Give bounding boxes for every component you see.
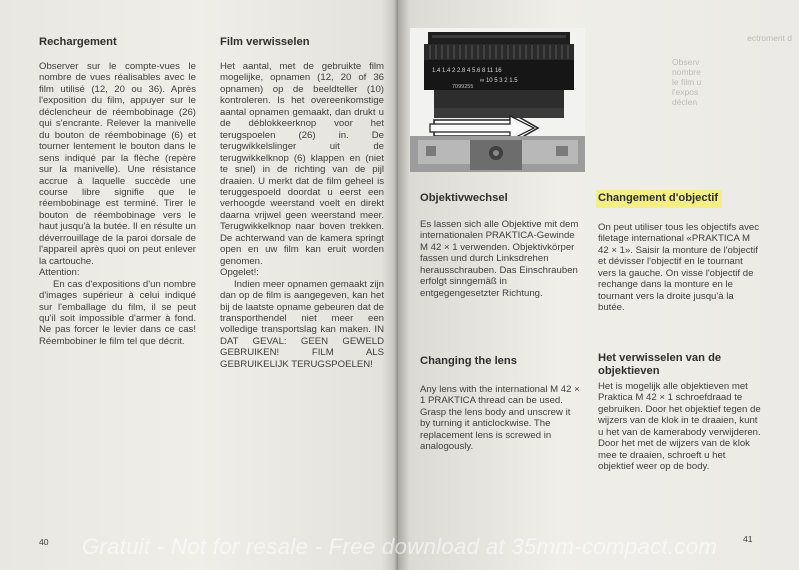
watermark-text: Gratuit - Not for resale - Free download at 35mm-compact.com <box>81 534 718 559</box>
aperture-scale: 1.4 1.4 2 2.8 4 5.6 8 11 16 <box>432 68 502 74</box>
left-page <box>0 0 398 570</box>
ghost-line: ectroment d <box>747 33 792 43</box>
heading-verwisselen-objektieven: Het verwisselen van de objektieven <box>598 352 722 377</box>
show-through-text <box>672 33 792 107</box>
highlighted-heading: Changement d'objectif <box>596 190 722 208</box>
ghost-line: l'expos <box>672 87 699 97</box>
column-changement-objectif <box>598 190 763 314</box>
paragraph-changement-objectif: On peut utiliser tous les objectifs avec filetage international «PRAKTICA M 42 × 1». Saisir la monture de l'objectif et dévisser l'objectif en le tournant vers la gauche. On visse l'objectif de rechange dans la monture en le tournant vers la droite jusqu'à la butée. <box>598 222 760 314</box>
ghost-line: le film u <box>672 77 702 87</box>
heading-objektivwechsel: Objektivwechsel <box>420 192 508 204</box>
lens-mount-illustration <box>410 28 585 172</box>
heading-changing-the-lens: Changing the lens <box>420 355 517 367</box>
paragraph-film-verwisselen-2: Indien meer opnamen gemaakt zijn dan op de film is aangegeven, kan het bij de laatste opname gebeuren dat de transporthendel niet meer een volledige transportslag kan maken. IN DAT GEVAL: GEEN GEWELD GEBRUIKEN! FILM ALS GEBRUIKELIJK TERUGSPOELEN! <box>220 278 384 370</box>
ghost-line: Observ <box>672 57 700 67</box>
page-number-right: 41 <box>743 534 753 544</box>
paragraph-objektivwechsel: Es lassen sich alle Objektive mit dem internationalen PRAKTICA-Gewinde M 42 × 1 verwenden. Objektivkörper fassen und durch Linksdrehen herausschrauben. Das Einschrauben erfolgt sinngemäß in entgegengesetzter Richtung. <box>420 219 579 299</box>
column-objektivwechsel <box>420 192 582 299</box>
heading-film-verwisselen: Film verwisselen <box>220 36 310 48</box>
paragraph-rechargement-attention: Attention: <box>39 267 80 279</box>
column-verwisselen-objektieven <box>598 352 763 473</box>
column-changing-the-lens <box>420 355 582 453</box>
paragraph-film-verwisselen-1: Het aantal, met de gebruikte film mogelijke, opnamen (12, 20 of 36 opnamen) op de beeldteller (10) kontroleren. Is het overeenkomstige aantal opnamen gemaakt, dan drukt u de déblokkeerknop voor het terugspoelen (26) in. De terugwikkelslinger uit de terugwikkelknop (6) klappen en (niet te snel) in de richting van de pijl draaien. U merkt dat de film geheel is teruggespoeld doordat u eerst een verhoogde weerstand voelt en direkt daarna vrijwel geen weerstand meer. Terugwikkelknop naar boven trekken. De achterwand van de kamera springt open en uw film kan eruit worden genomen. <box>220 61 384 267</box>
page-number-left: 40 <box>39 537 49 547</box>
ghost-line: déclen <box>672 97 698 107</box>
paragraph-rechargement-1: Observer sur le compte-vues le nombre de vues réalisables avec le film utilisé (12, 20 ou 36). Après l'exposition du film, appuyer sur le déclencheur de réembobinage (26) qui s'encrante. Relever la manivelle du bouton de réembobinage (6) et tourner lentement le bouton dans le sens indiqué par la flèche (repère sur la manivelle). Une résistance accrue à laquelle succède une course libre signifie que le réembobinage est terminé. Tirer le bouton de réembobinage vers le haut jusqu'à la butée. Il en résulte un déverrouillage de la paroi dorsale de l'appareil après quoi on peut enlever la cartouche. <box>39 61 196 267</box>
heading-rechargement: Rechargement <box>39 36 117 48</box>
paragraph-changing-the-lens: Any lens with the international M 42 × 1 PRAKTICA thread can be used. Grasp the lens body and unscrew it by turning it anticlockwise. The replacement lens is screwed in analogously. <box>420 384 580 453</box>
distance-scale: ∞ 10 5 3 2 1.5 <box>480 78 518 84</box>
heading-changement-objectif <box>598 190 763 208</box>
ghost-line: nombre <box>672 67 701 77</box>
column-rechargement <box>39 36 196 347</box>
paragraph-verwisselen-objektieven: Het is mogelijk alle objektieven met Praktica M 42 × 1 schroefdraad te gebruiken. Door het objektief tegen de wijzers van de klok in te draaien, kunt u het van de kamerabody verwijderen. Door het met de wijzers van de klok mee te draaien, schroeft u het objektief weer op de body. <box>598 381 761 473</box>
paragraph-rechargement-2: En cas d'expositions d'un nombre d'images supérieur à celui indiqué sur l'emballage du film, il se peut qu'il soit impossible d'armer à fond. Ne pas forcer le levier dans ce cas! Réembobiner le film tel que décrit. <box>39 278 196 347</box>
lens-photo <box>410 28 585 172</box>
lens-serial: 7099255 <box>452 84 474 90</box>
paragraph-film-verwisselen-opgelet: Opgelet!: <box>220 267 259 279</box>
column-film-verwisselen <box>220 36 384 370</box>
